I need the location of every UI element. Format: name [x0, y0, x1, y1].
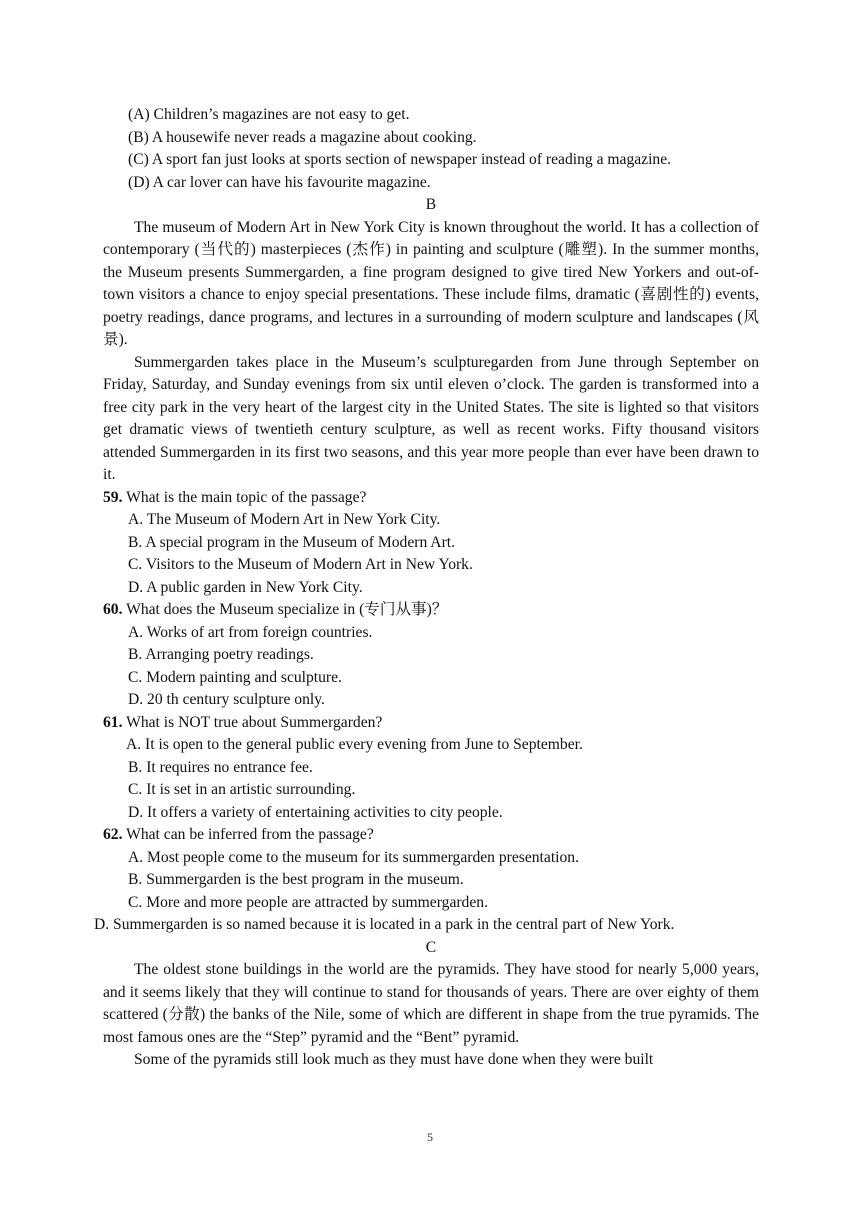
option-d: D. A public garden in New York City.: [128, 578, 363, 596]
page-number: 5: [427, 1130, 433, 1144]
question-number: 60.: [103, 601, 123, 618]
question-text: What is NOT true about Summergarden?: [122, 713, 383, 731]
question-text: What can be inferred from the passage?: [122, 826, 374, 843]
option-b: B. Arranging poetry readings.: [128, 646, 314, 663]
option-a: A. The Museum of Modern Art in New York City.: [128, 511, 441, 528]
option-d: D. Summergarden is so named because it is located in a park in the central part of New York.: [94, 916, 675, 933]
section-b-heading: B: [425, 196, 437, 213]
section-b-paragraph-2: Summergarden takes place in the Museum’s sculpturegarden from June through September on Friday, Saturday, and Sunday evenings from six until eleven o’clock. The garden is transformed into a free city park in the very heart of the largest city in the United States. The site is lighted so that visitors get dramatic views of twentieth century sculpture, as well as recent works. Fifty thousand visitors attended Summergarden in its first two seasons, and this year more people than ever have been drawn to it.: [103, 353, 759, 483]
option-c: C. Visitors to the Museum of Modern Art in New York.: [128, 556, 473, 573]
question-text: What is the main topic of the passage?: [122, 488, 367, 506]
option-c: C. More and more people are attracted by summergarden.: [128, 893, 488, 911]
question-number: 59.: [103, 488, 123, 506]
section-c-paragraph-2: Some of the pyramids still look much as they must have done when they were built: [134, 1051, 654, 1068]
previous-question-options: [103, 104, 759, 194]
option-d: D. 20 th century sculpture only.: [128, 691, 325, 708]
question-stem: [103, 487, 759, 510]
option-c: C. It is set in an artistic surrounding.: [128, 781, 356, 798]
option-a: A. It is open to the general public every evening from June to September.: [126, 736, 583, 753]
option-a: A. Works of art from foreign countries.: [128, 623, 373, 641]
section-c-paragraph-1: The oldest stone buildings in the world are the pyramids. They have stood for nearly 5,000 years, and it seems likely that they will continue to stand for thousands of years. There are over eighty of them scattered (分散) the banks of the Nile, some of which are different in shape from the true pyramids. The most famous ones are the “Step” pyramid and the “Bent” pyramid.: [103, 961, 759, 1046]
question-stem: [103, 712, 759, 735]
question-61: [103, 712, 759, 825]
section-c-heading: C: [425, 938, 437, 956]
document-page: [94, 104, 759, 1072]
question-62: [94, 824, 759, 937]
question-60: [103, 599, 759, 712]
question-number: 61.: [103, 713, 123, 731]
question-59: [103, 487, 759, 600]
question-stem: [103, 599, 759, 622]
option-b: (B) A housewife never reads a magazine about cooking.: [128, 128, 477, 146]
question-text: What does the Museum specialize in (专门从事)？: [122, 601, 448, 618]
option-b: B. A special program in the Museum of Modern Art.: [128, 533, 455, 551]
question-stem: [103, 824, 759, 847]
option-a: (A) Children’s magazines are not easy to get.: [128, 106, 410, 123]
question-number: 62.: [103, 826, 123, 843]
option-b: B. Summergarden is the best program in the museum.: [128, 871, 464, 888]
option-d: D. It offers a variety of entertaining activities to city people.: [128, 803, 503, 821]
option-a: A. Most people come to the museum for its summergarden presentation.: [128, 848, 579, 866]
option-d: (D) A car lover can have his favourite magazine.: [128, 173, 431, 191]
option-b: B. It requires no entrance fee.: [128, 758, 313, 776]
option-c: C. Modern painting and sculpture.: [128, 668, 342, 686]
section-b-paragraph-1: The museum of Modern Art in New York City is known throughout the world. It has a collection of contemporary (当代的) masterpieces (杰作) in painting and sculpture (雕塑). In the summer months, the Museum presents Summergarden, a fine program designed to give tired New Yorkers and out-of-town visitors a chance to enjoy special presentations. These include films, dramatic (喜剧性的) events, poetry readings, dance programs, and lectures in a surrounding of modern sculpture and landscapes (风景).: [103, 218, 759, 348]
option-c: (C) A sport fan just looks at sports section of newspaper instead of reading a magazine.: [128, 151, 672, 168]
